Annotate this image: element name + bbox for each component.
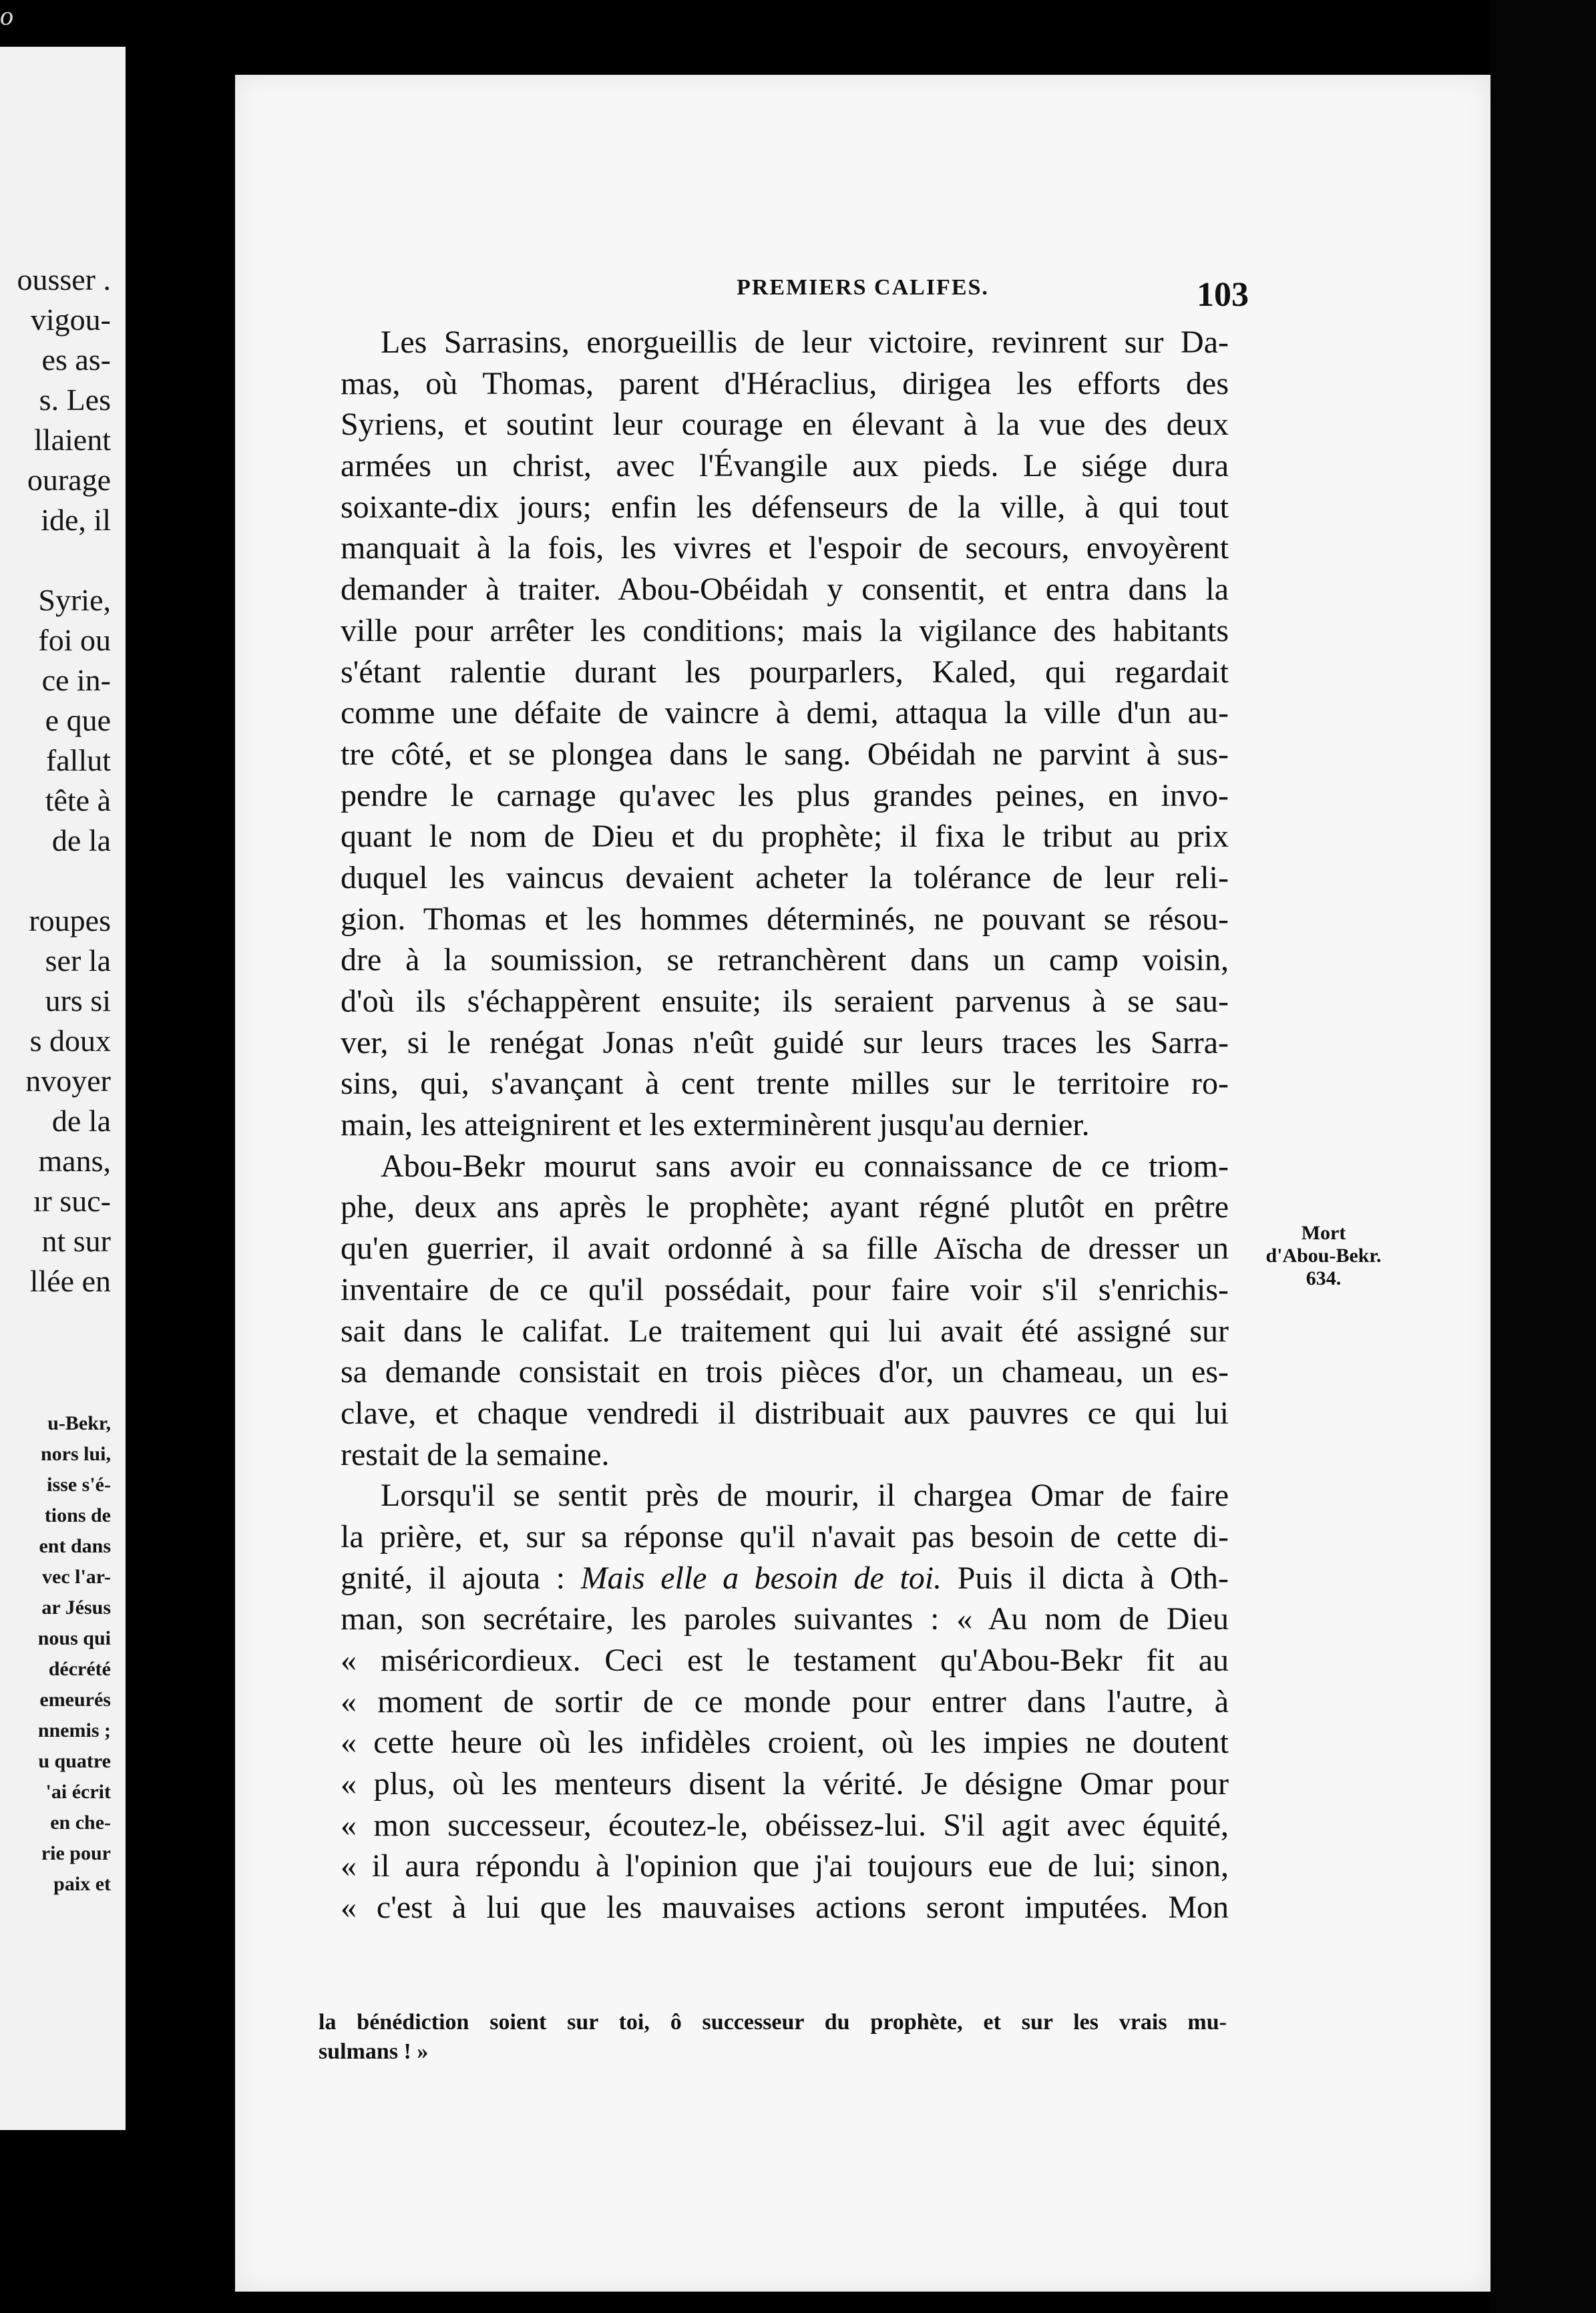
left-page-fragment: ide, il: [41, 503, 111, 537]
text-line: qu'en guerrier, il avait ordonné à sa fille Aïscha de dresser un: [341, 1231, 1229, 1267]
text-line: sa demande consistait en trois pièces d'or, un chameau, un es-: [341, 1354, 1229, 1390]
left-page-footnote-fragment: u quatre: [38, 1750, 111, 1772]
text-line: quant le nom de Dieu et du prophète; il fixa le tribut au prix: [341, 819, 1229, 855]
left-page-fragment: vigou-: [30, 302, 111, 337]
text-line: dre à la soumission, se retranchèrent dans un camp voisin,: [341, 942, 1229, 978]
corner-mark: o: [0, 1, 13, 31]
body-text: [341, 322, 1229, 1928]
left-page-footnote-fragment: u-Bekr,: [47, 1412, 111, 1434]
text-line: tre côté, et se plongea dans le sang. Obéidah ne parvint à sus-: [341, 736, 1229, 772]
left-page-footnote-fragment: en che-: [50, 1812, 111, 1834]
left-page-footnote-fragment: tions de: [44, 1504, 111, 1526]
main-page: [235, 75, 1490, 2292]
footnote-line: la bénédiction soient sur toi, ô successeur du prophète, et sur les vrais mu-: [319, 2010, 1227, 2035]
margin-note-line: Mort: [1301, 1222, 1346, 1244]
left-page-fragment: ır suc-: [33, 1184, 111, 1218]
italic-quote: Mais elle a besoin de toi.: [580, 1560, 942, 1596]
text-line: Lorsqu'il se sentit près de mourir, il chargea Omar de faire: [381, 1478, 1229, 1514]
text-line: d'où ils s'échappèrent ensuite; ils seraient parvenus à se sau-: [341, 984, 1229, 1019]
left-page-footnote-fragment: isse s'é-: [47, 1474, 111, 1496]
left-page-footnote-fragment: 'ai écrit: [45, 1781, 111, 1803]
text-line: Les Sarrasins, enorgueillis de leur victoire, revinrent sur Da-: [381, 325, 1229, 360]
left-page-footnote-fragment: nnemis ;: [37, 1719, 111, 1741]
running-title: PREMIERS CALIFES.: [737, 275, 989, 300]
left-facing-page: [0, 47, 126, 2130]
text-line: clave, et chaque vendredi il distribuait aux pauvres ce qui lui: [341, 1395, 1229, 1431]
text-line: inventaire de ce qu'il possédait, pour faire voir s'il s'enrichis-: [341, 1271, 1229, 1307]
left-page-fragment: ce in-: [41, 663, 111, 697]
text-line: ville pour arrêter les conditions; mais la vigilance des habitants: [341, 612, 1229, 648]
text-line: « moment de sortir de ce monde pour entrer dans l'autre, à: [341, 1683, 1229, 1719]
left-page-footnote-fragment: nors lui,: [40, 1443, 111, 1465]
page-number: 103: [1197, 276, 1249, 314]
left-page-fragment: urs si: [45, 984, 111, 1018]
text-line: ver, si le renégat Jonas n'eût guidé sur leurs traces les Sarra-: [341, 1024, 1229, 1060]
margin-note-line: d'Abou-Bekr.: [1265, 1245, 1382, 1267]
left-page-fragment: mans,: [38, 1144, 111, 1178]
left-page-fragment: nvoyer: [25, 1064, 111, 1098]
left-page-fragment: ousser .: [17, 262, 111, 296]
margin-note: [1243, 1222, 1404, 1290]
text-line: manquait à la fois, les vivres et l'espoir de secours, envoyèrent: [341, 530, 1229, 566]
left-page-fragment: nt sur: [41, 1224, 111, 1258]
text-line: mas, où Thomas, parent d'Héraclius, dirigea les efforts des: [341, 365, 1229, 401]
left-page-fragment: llaient: [34, 423, 111, 457]
left-page-footnote-fragment: rie pour: [41, 1842, 111, 1864]
text-line: Abou-Bekr mourut sans avoir eu connaissance de ce triom-: [381, 1148, 1229, 1184]
left-page-fragment: ourage: [27, 463, 111, 497]
text-line: demander à traiter. Abou-Obéidah y consentit, et entra dans la: [341, 572, 1229, 608]
left-page-fragment: s. Les: [39, 383, 111, 417]
left-page-fragment: ser la: [45, 943, 111, 978]
left-page-fragment: es as-: [41, 343, 111, 377]
left-page-footnote-fragment: emeurés: [39, 1689, 111, 1711]
text-line: « plus, où les menteurs disent la vérité. Je désigne Omar pour: [341, 1766, 1229, 1802]
left-page-fragment: foi ou: [38, 623, 111, 657]
left-page-footnote-fragment: vec l'ar-: [42, 1566, 111, 1588]
text-line: gion. Thomas et les hommes déterminés, ne pouvant se résou-: [341, 901, 1229, 937]
left-page-fragment: de la: [51, 823, 111, 857]
text-line: duquel les vaincus devaient acheter la tolérance de leur reli-: [341, 859, 1229, 895]
left-page-footnote-fragment: nous qui: [37, 1627, 111, 1649]
text-line: restait de la semaine.: [341, 1436, 610, 1472]
footnote: [319, 2008, 1227, 2067]
text-line: comme une défaite de vaincre à demi, attaqua la ville d'un au-: [341, 695, 1229, 731]
left-page-footnote-fragment: décrété: [48, 1658, 111, 1680]
text-line: gnité, il ajouta : Mais elle a besoin de toi. Puis il dicta à Oth-: [341, 1560, 1229, 1596]
text-line: armées un christ, avec l'Évangile aux pieds. Le siége dura: [341, 448, 1229, 484]
text-line: « il aura répondu à l'opinion que j'ai toujours eue de lui; sinon,: [341, 1848, 1229, 1884]
text-line: « c'est à lui que les mauvaises actions seront imputées. Mon: [341, 1890, 1229, 1926]
text-line: main, les atteignirent et les exterminèrent jusqu'au dernier.: [341, 1107, 1090, 1143]
text-line: « cette heure où les infidèles croient, où les impies ne doutent: [341, 1725, 1229, 1761]
left-page-fragment: s doux: [29, 1024, 111, 1058]
text-line: pendre le carnage qu'avec les plus grandes peines, en invo-: [341, 777, 1229, 813]
left-page-fragment: de la: [51, 1104, 111, 1138]
left-page-fragment: Syrie,: [38, 583, 111, 617]
text-line: soixante-dix jours; enfin les défenseurs de la ville, à qui tout: [341, 489, 1229, 525]
footnote-line: sulmans ! »: [319, 2039, 429, 2064]
left-page-fragment: llée en: [29, 1264, 111, 1298]
text-line: « mon successeur, écoutez-le, obéissez-lui. S'il agit avec équité,: [341, 1807, 1229, 1843]
left-page-footnote-fragment: paix et: [53, 1873, 111, 1895]
text-line: s'étant ralentie durant les pourparlers, Kaled, qui regardait: [341, 654, 1229, 690]
left-page-footnote-fragment: ar Jésus: [41, 1597, 111, 1619]
text-line: Syriens, et soutint leur courage en élevant à la vue des deux: [341, 407, 1229, 443]
text-line: sins, qui, s'avançant à cent trente milles sur le territoire ro-: [341, 1066, 1229, 1102]
text-line: la prière, et, sur sa réponse qu'il n'avait pas besoin de cette di-: [341, 1518, 1229, 1554]
left-page-fragment: e que: [45, 703, 111, 737]
text-line: man, son secrétaire, les paroles suivantes : « Au nom de Dieu: [341, 1601, 1229, 1637]
left-page-fragment: roupes: [29, 903, 111, 937]
text-line: « miséricordieux. Ceci est le testament qu'Abou-Bekr fit au: [341, 1643, 1229, 1678]
left-page-fragment: fallut: [45, 743, 111, 777]
margin-note-line: 634.: [1306, 1267, 1342, 1289]
left-page-footnote-fragment: ent dans: [39, 1535, 111, 1557]
scan-edge: [1490, 0, 1596, 2313]
left-page-fragment: tête à: [45, 783, 111, 817]
text-line: sait dans le califat. Le traitement qui lui avait été assigné sur: [341, 1313, 1229, 1349]
text-line: phe, deux ans après le prophète; ayant régné plutôt en prêtre: [341, 1189, 1229, 1225]
